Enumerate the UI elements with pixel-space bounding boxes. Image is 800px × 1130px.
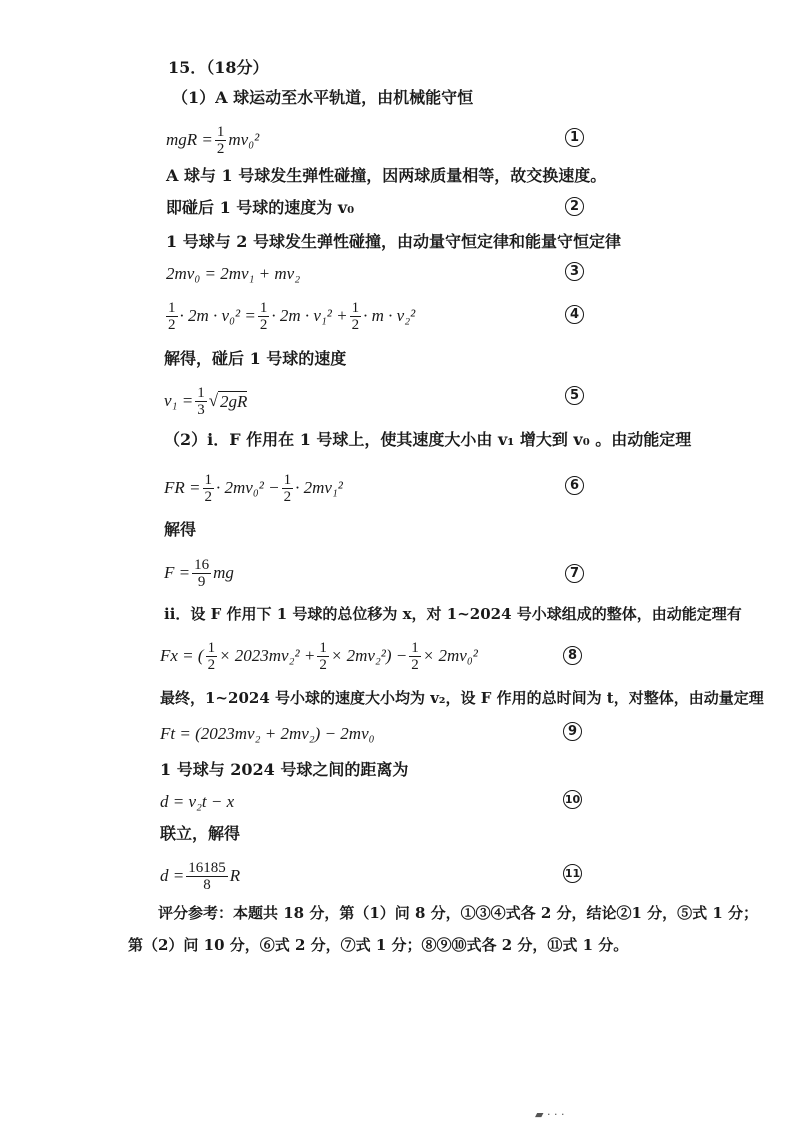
eq6-lhs: FR = bbox=[164, 478, 201, 497]
eq8-term-3: × 2mv₀² bbox=[422, 646, 478, 665]
eq7-lhs: F = bbox=[164, 563, 191, 582]
eq1-rhs: mv₀² bbox=[228, 130, 260, 149]
equation-label-4: 4 bbox=[565, 305, 584, 324]
part2-intro-i: （2）ⅰ．F 作用在 1 号球上，使其速度大小由 v₁ 增大到 v₀ 。由动能定理 bbox=[164, 430, 692, 449]
part1-intro: （1）A 球运动至水平轨道，由机械能守恒 bbox=[172, 88, 474, 107]
eq8-term-1: × 2023mv₂² + bbox=[219, 646, 316, 665]
eq7-fraction: $\frac{16}{9}$ bbox=[194, 556, 210, 590]
sqrt-icon: √ bbox=[208, 391, 219, 410]
equation-label-10: 10 bbox=[563, 790, 582, 809]
problem-title: 15．（18分） bbox=[168, 58, 269, 77]
part2-line-e: 最终，1~2024 号小球的速度大小均为 v₂，设 F 作用的总时间为 t，对整体，由动量定理 bbox=[160, 689, 764, 707]
equation-label-3: 3 bbox=[565, 262, 584, 281]
equation-4 bbox=[164, 296, 415, 336]
part1-line-b: 即碰后 1 号球的速度为 v₀ bbox=[166, 198, 355, 217]
eq8-term-2: × 2mv₂²) − bbox=[330, 646, 408, 665]
equation-label-2: 2 bbox=[565, 197, 584, 216]
eq8-frac-3: $\frac{1}{2}$ bbox=[411, 639, 419, 673]
eq6-frac-2: $\frac{1}{2}$ bbox=[283, 471, 292, 505]
equation-label-5: 5 bbox=[565, 386, 584, 405]
eq5-fraction: $\frac{1}{3}$ bbox=[197, 384, 205, 418]
eq5-radicand: 2gR bbox=[220, 391, 248, 411]
equation-label-1: 1 bbox=[565, 128, 584, 147]
equation-11 bbox=[160, 855, 240, 897]
equation-1 bbox=[166, 120, 259, 160]
eq6-frac-1: $\frac{1}{2}$ bbox=[204, 471, 212, 505]
eq1-lhs: mgR = bbox=[166, 130, 213, 149]
eq11-lhs: d = bbox=[160, 866, 185, 885]
page-footer-mark: ▰ · · · bbox=[535, 1108, 565, 1121]
part2-intro-ii: ⅱ．设 F 作用下 1 号球的总位移为 x，对 1~2024 号小球组成的整体，由动能定理有 bbox=[164, 605, 742, 623]
equation-label-11: 11 bbox=[563, 864, 582, 883]
equation-9: Ft = (2023mv₂ + 2mv₂) − 2mv₀ bbox=[160, 724, 375, 743]
eq6-term-2: · 2mv₁² bbox=[295, 478, 343, 497]
equation-7 bbox=[164, 553, 234, 593]
equation-3: 2mv₀ = 2mv₁ + mv₂ bbox=[166, 264, 301, 283]
equation-8 bbox=[160, 636, 478, 676]
equation-10: d = v₂t − x bbox=[160, 792, 235, 811]
eq4-frac-1: $\frac{1}{2}$ bbox=[168, 299, 176, 333]
eq4-term-2: · 2m · v₁² + bbox=[271, 306, 348, 325]
equation-label-8: 8 bbox=[563, 646, 582, 665]
equation-6 bbox=[164, 468, 343, 508]
scoring-line-2: 第（2）问 10 分，⑥式 2 分，⑦式 1 分；⑧⑨⑩式各 2 分，⑪式 1 分。 bbox=[128, 936, 629, 954]
part2-line-g: 联立，解得 bbox=[160, 824, 241, 843]
equation-5 bbox=[164, 381, 247, 421]
eq8-lhs: Fx = ( bbox=[160, 646, 204, 665]
equation-label-7: 7 bbox=[565, 564, 584, 583]
eq8-frac-2: $\frac{1}{2}$ bbox=[319, 639, 327, 673]
eq7-rhs: mg bbox=[213, 563, 234, 582]
part1-line-d: 解得，碰后 1 号球的速度 bbox=[164, 349, 347, 368]
eq1-fraction: $\frac{1}{2}$ bbox=[216, 123, 225, 157]
scoring-line-1: 评分参考：本题共 18 分，第（1）问 8 分，①③④式各 2 分，结论②1 分，⑤式 1 分； bbox=[158, 904, 759, 922]
eq8-frac-1: $\frac{1}{2}$ bbox=[207, 639, 216, 673]
eq4-frac-3: $\frac{1}{2}$ bbox=[351, 299, 360, 333]
eq6-term-1: · 2mv₀² − bbox=[216, 478, 280, 497]
eq4-frac-2: $\frac{1}{2}$ bbox=[259, 299, 268, 333]
part2-solve: 解得 bbox=[164, 520, 197, 539]
eq11-fraction: $\frac{16185}{8}$ bbox=[188, 859, 226, 893]
equation-label-9: 9 bbox=[563, 722, 582, 741]
eq5-lhs: v₁ = bbox=[164, 391, 194, 410]
eq4-term-1: · 2m · v₀² = bbox=[179, 306, 256, 325]
part1-line-a: A 球与 1 号球发生弹性碰撞，因两球质量相等，故交换速度。 bbox=[166, 166, 607, 185]
eq11-rhs: R bbox=[229, 866, 241, 885]
eq4-term-3: · m · v₂² bbox=[363, 306, 416, 325]
equation-label-6: 6 bbox=[565, 476, 584, 495]
part1-line-c: 1 号球与 2 号球发生弹性碰撞，由动量守恒定律和能量守恒定律 bbox=[166, 232, 621, 251]
part2-line-f: 1 号球与 2024 号球之间的距离为 bbox=[160, 760, 409, 779]
